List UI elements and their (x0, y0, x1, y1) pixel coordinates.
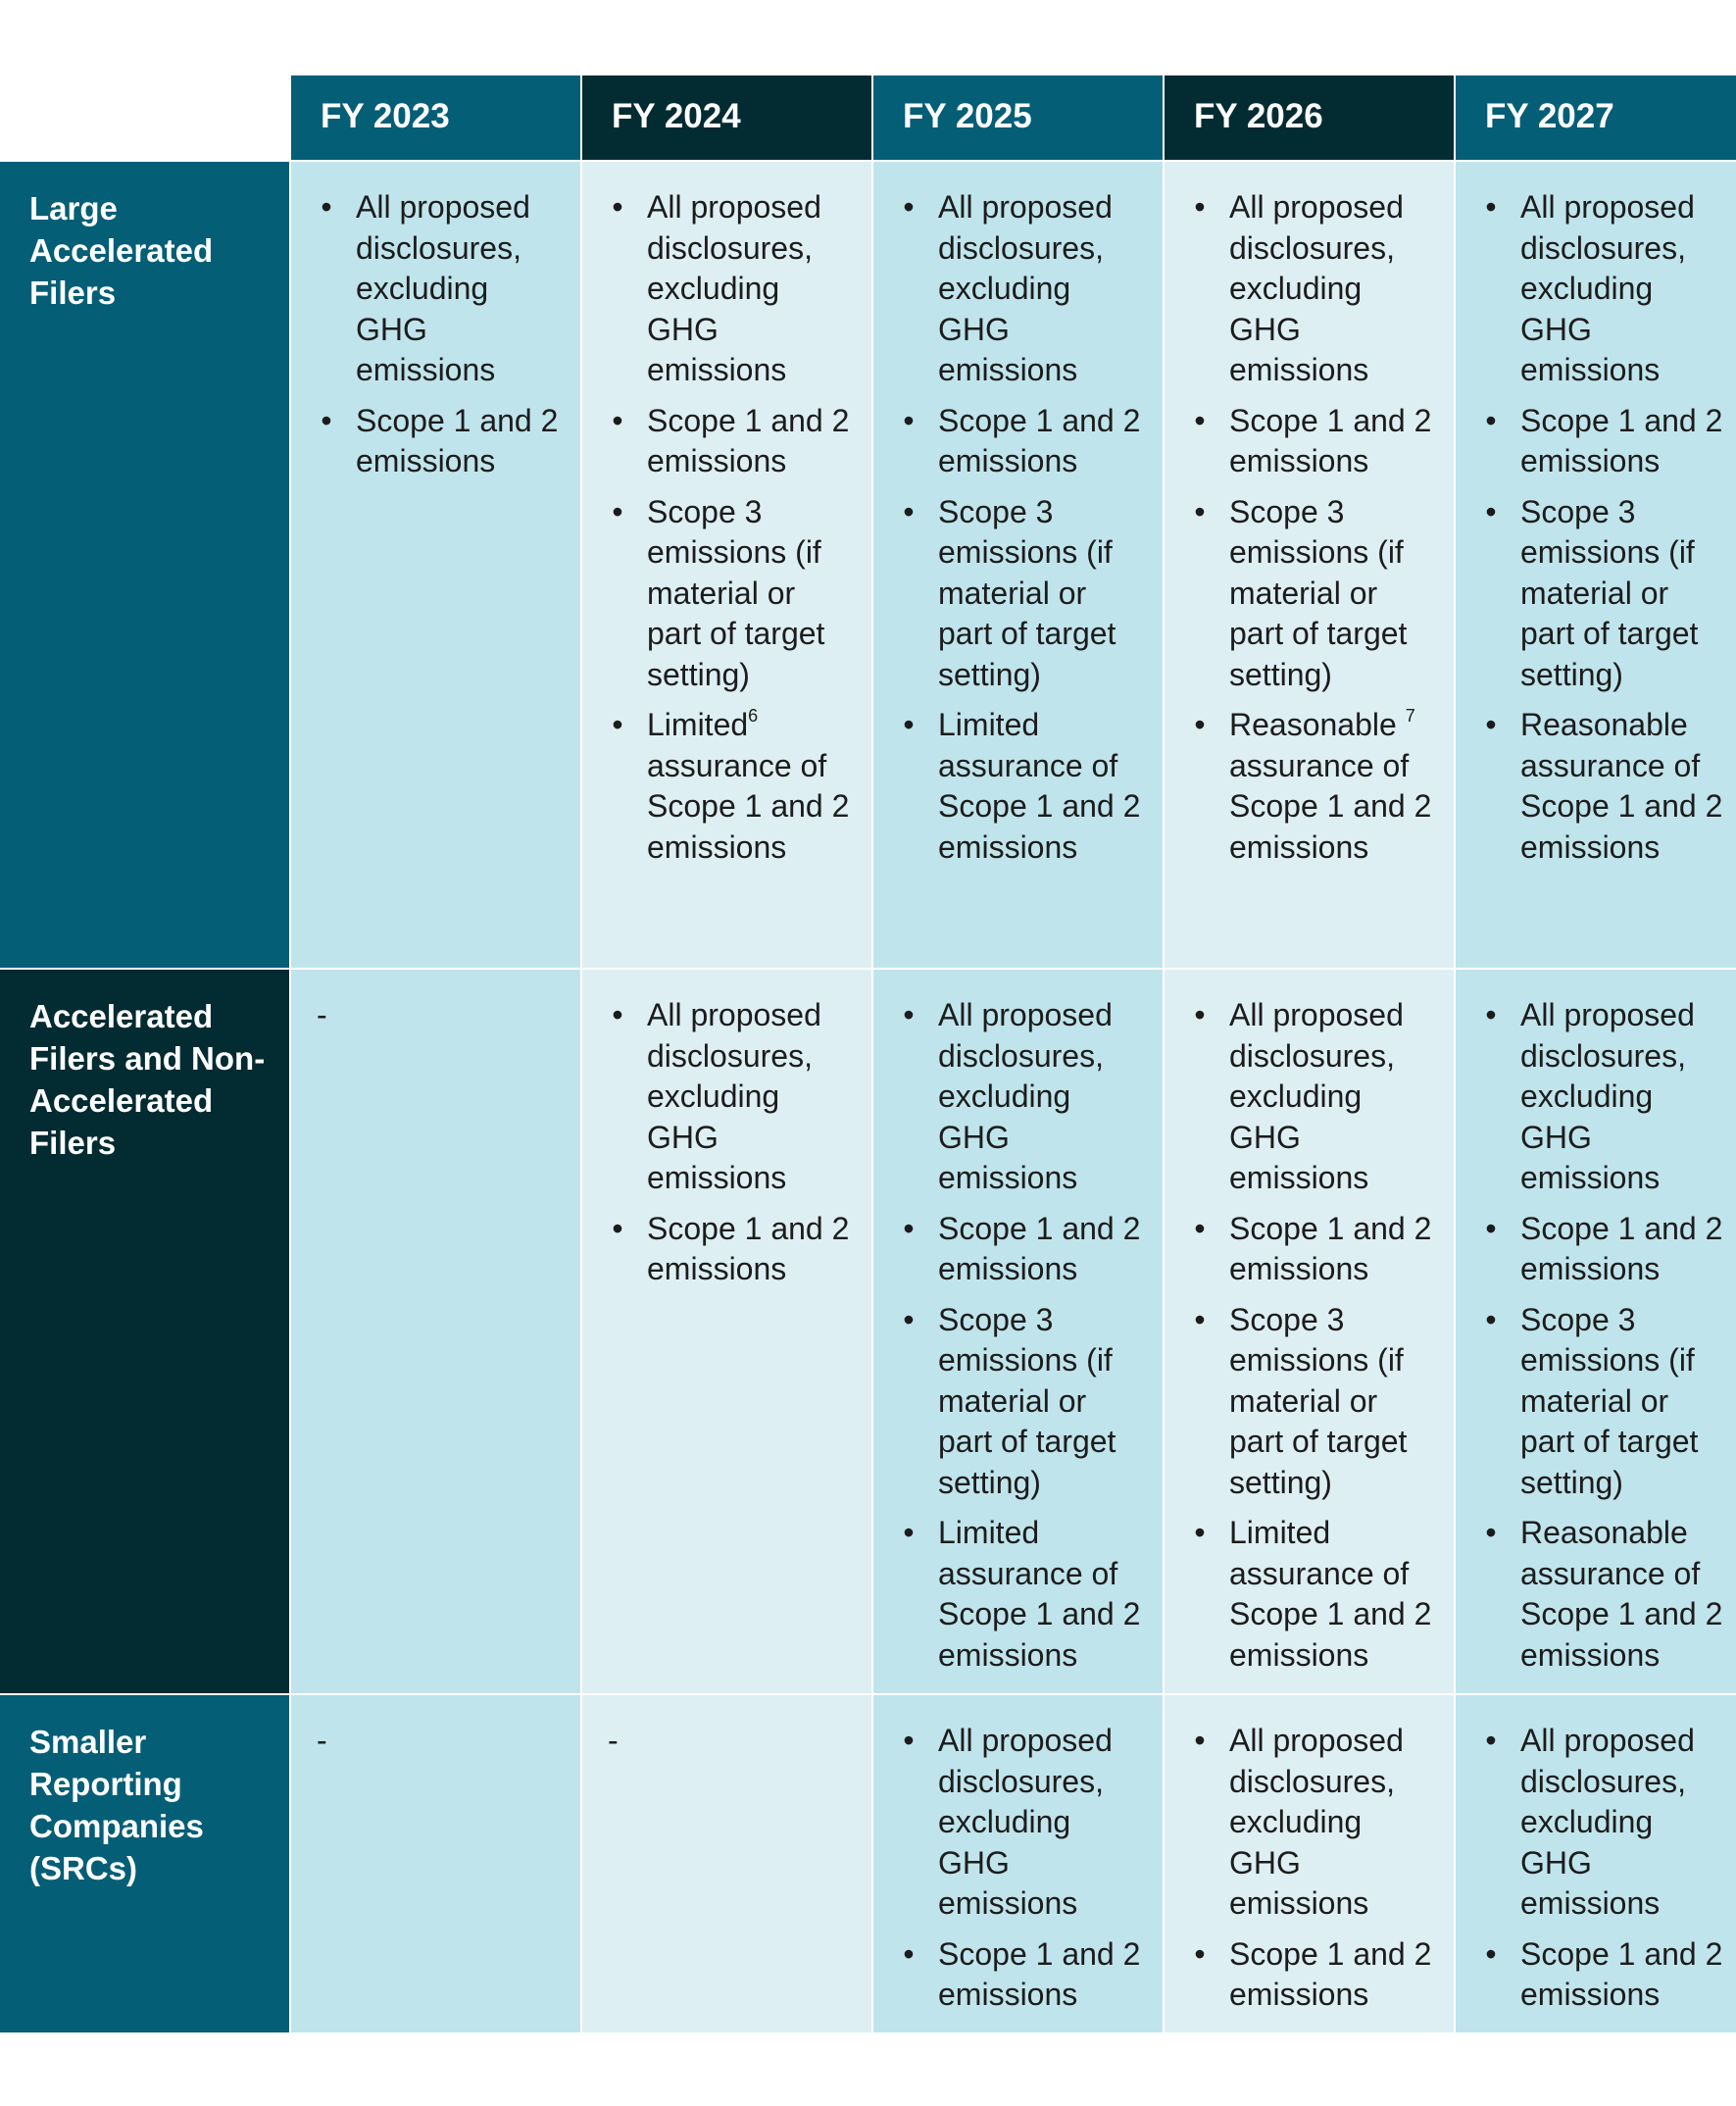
bullet-icon: • (612, 493, 623, 529)
cell-large-fy2027 (1456, 162, 1736, 968)
requirement-text: Scope 3 emissions (if material or part of target setting) (647, 493, 825, 692)
requirement-text: Scope 1 and 2 emissions (1520, 1935, 1723, 2012)
bullet-icon: • (612, 997, 623, 1032)
requirement-list (608, 187, 856, 868)
requirement-item (899, 705, 1147, 868)
requirement-text: Scope 3 emissions (if material or part of target setting) (938, 493, 1116, 692)
requirement-list (1190, 187, 1438, 868)
footnote-marker: 6 (748, 706, 759, 726)
bullet-icon: • (1194, 1935, 1206, 1972)
requirement-text: Limited (647, 707, 749, 742)
requirement-item (608, 187, 856, 391)
requirement-item (899, 1513, 1147, 1676)
requirement-text: Scope 1 and 2 emissions (938, 1935, 1141, 2012)
requirement-item (1190, 705, 1438, 868)
bullet-icon: • (321, 189, 332, 225)
bullet-icon: • (1485, 1301, 1497, 1337)
row-header-accelerated-filers: Accelerated Filers and Non-Accelerated Filers (0, 970, 289, 1693)
cell-large-fy2023 (291, 162, 580, 968)
requirement-item (1190, 1721, 1438, 1925)
requirement-text: Scope 1 and 2 emissions (356, 402, 559, 478)
requirement-item (1481, 1513, 1730, 1676)
requirement-text: Limited assurance of Scope 1 and 2 emissions (938, 707, 1141, 865)
bullet-icon: • (1194, 402, 1206, 438)
bullet-icon: • (1194, 1723, 1206, 1758)
bullet-icon: • (1485, 1935, 1497, 1972)
bullet-icon: • (903, 1515, 915, 1550)
requirement-text: Reasonable (1229, 707, 1406, 742)
requirement-text: Scope 1 and 2 emissions (1520, 1210, 1723, 1286)
bullet-icon: • (903, 189, 915, 225)
column-header-fy2023: FY 2023 (291, 75, 580, 160)
requirement-item (1481, 1721, 1730, 1925)
requirement-item (1481, 705, 1730, 868)
requirement-item (1481, 492, 1730, 696)
requirement-text: Scope 3 emissions (if material or part of target setting) (1520, 493, 1699, 692)
requirement-text: Scope 1 and 2 emissions (1229, 1210, 1432, 1286)
requirement-item (899, 1209, 1147, 1290)
requirement-text: All proposed disclosures, excluding GHG emissions (1229, 997, 1404, 1195)
bullet-icon: • (1485, 493, 1497, 529)
bullet-icon: • (612, 1210, 623, 1246)
requirement-text: All proposed disclosures, excluding GHG emissions (647, 997, 821, 1195)
requirement-text: Scope 1 and 2 emissions (938, 1210, 1141, 1286)
requirement-item (1190, 1300, 1438, 1504)
requirement-text-rest: assurance of Scope 1 and 2 emissions (1229, 747, 1432, 865)
bullet-icon: • (903, 1210, 915, 1246)
requirement-item (1481, 187, 1730, 391)
requirement-text-rest: assurance of Scope 1 and 2 emissions (647, 747, 850, 865)
requirement-text: Reasonable assurance of Scope 1 and 2 emissions (1520, 1515, 1723, 1673)
cell-src-fy2025 (873, 1695, 1163, 2032)
empty-dash: - (317, 997, 327, 1032)
row-header-smaller-reporting-companies: Smaller Reporting Companies (SRCs) (0, 1695, 289, 2032)
column-header-fy2025: FY 2025 (873, 75, 1163, 160)
requirement-text: All proposed disclosures, excluding GHG emissions (1229, 189, 1404, 387)
requirement-item (1190, 401, 1438, 482)
cell-src-fy2023 (291, 1695, 580, 2032)
requirement-item (1481, 1209, 1730, 1290)
requirement-item (1190, 1934, 1438, 2016)
bullet-icon: • (903, 997, 915, 1032)
requirement-text: Limited assurance of Scope 1 and 2 emissions (1229, 1515, 1432, 1673)
bullet-icon: • (612, 707, 623, 742)
requirement-text: All proposed disclosures, excluding GHG emissions (1520, 189, 1695, 387)
bullet-icon: • (1485, 997, 1497, 1032)
bullet-icon: • (612, 189, 623, 225)
column-header-fy2027: FY 2027 (1456, 75, 1736, 160)
bullet-icon: • (1194, 1515, 1206, 1550)
cell-accelerated-fy2026 (1165, 970, 1454, 1693)
requirement-list (317, 187, 565, 482)
bullet-icon: • (903, 493, 915, 529)
requirement-item (608, 492, 856, 696)
requirement-text: Scope 3 emissions (if material or part of target setting) (938, 1301, 1116, 1500)
requirement-item (899, 401, 1147, 482)
bullet-icon: • (1485, 1723, 1497, 1758)
requirement-item (317, 187, 565, 391)
phase-in-table (0, 75, 1736, 2032)
requirement-text: All proposed disclosures, excluding GHG emissions (356, 189, 530, 387)
bullet-icon: • (903, 1723, 915, 1758)
bullet-icon: • (1485, 707, 1497, 742)
requirement-list (1481, 995, 1730, 1676)
requirement-list (1481, 1721, 1730, 2016)
requirement-text: Reasonable assurance of Scope 1 and 2 emissions (1520, 707, 1723, 865)
cell-large-fy2024 (582, 162, 871, 968)
bullet-icon: • (1194, 1301, 1206, 1337)
requirement-list (608, 995, 856, 1290)
requirement-item (1190, 1513, 1438, 1676)
requirement-item (1481, 1300, 1730, 1504)
bullet-icon: • (1485, 402, 1497, 438)
bullet-icon: • (1194, 189, 1206, 225)
requirement-text: Scope 1 and 2 emissions (1229, 1935, 1432, 2012)
cell-accelerated-fy2023 (291, 970, 580, 1693)
requirement-item (608, 995, 856, 1199)
requirement-list (899, 1721, 1147, 2016)
requirement-item (899, 1300, 1147, 1504)
requirement-text: Scope 1 and 2 emissions (647, 1210, 850, 1286)
requirement-item (608, 705, 856, 868)
corner-cell (0, 75, 289, 160)
requirement-list (899, 187, 1147, 868)
requirement-text: Scope 1 and 2 emissions (938, 402, 1141, 478)
requirement-item (899, 1721, 1147, 1925)
requirement-text: Scope 1 and 2 emissions (647, 402, 850, 478)
requirement-item (1481, 401, 1730, 482)
requirement-text: Scope 3 emissions (if material or part of target setting) (1229, 493, 1408, 692)
bullet-icon: • (903, 707, 915, 742)
requirement-text: Scope 1 and 2 emissions (1229, 402, 1432, 478)
requirement-item (1481, 1934, 1730, 2016)
requirement-text: All proposed disclosures, excluding GHG emissions (647, 189, 821, 387)
requirement-item (899, 492, 1147, 696)
requirement-item (899, 1934, 1147, 2016)
requirement-text: All proposed disclosures, excluding GHG emissions (938, 189, 1113, 387)
requirement-list (1190, 1721, 1438, 2016)
requirement-text: All proposed disclosures, excluding GHG emissions (938, 997, 1113, 1195)
requirement-text: All proposed disclosures, excluding GHG emissions (1520, 1723, 1695, 1921)
requirement-item (1190, 995, 1438, 1199)
cell-src-fy2024 (582, 1695, 871, 2032)
bullet-icon: • (321, 402, 332, 438)
cell-accelerated-fy2025 (873, 970, 1163, 1693)
empty-dash: - (608, 1723, 619, 1758)
bullet-icon: • (1194, 1210, 1206, 1246)
requirement-text: All proposed disclosures, excluding GHG emissions (1229, 1723, 1404, 1921)
cell-large-fy2026 (1165, 162, 1454, 968)
requirement-item (608, 1209, 856, 1290)
cell-src-fy2026 (1165, 1695, 1454, 2032)
bullet-icon: • (1485, 1515, 1497, 1550)
requirement-item (608, 401, 856, 482)
column-header-fy2024: FY 2024 (582, 75, 871, 160)
row-header-large-accelerated-filers: Large Accelerated Filers (0, 162, 289, 968)
requirement-item (317, 401, 565, 482)
column-header-fy2026: FY 2026 (1165, 75, 1454, 160)
empty-dash: - (317, 1723, 327, 1758)
requirement-item (899, 187, 1147, 391)
cell-accelerated-fy2024 (582, 970, 871, 1693)
requirement-item (1481, 995, 1730, 1199)
requirement-list (1481, 187, 1730, 868)
requirement-text: Scope 3 emissions (if material or part of target setting) (1520, 1301, 1699, 1500)
bullet-icon: • (612, 402, 623, 438)
bullet-icon: • (903, 402, 915, 438)
requirement-item (1190, 187, 1438, 391)
bullet-icon: • (1194, 707, 1206, 742)
bullet-icon: • (1485, 1210, 1497, 1246)
cell-large-fy2025 (873, 162, 1163, 968)
bullet-icon: • (1194, 493, 1206, 529)
requirement-item (1190, 1209, 1438, 1290)
requirement-list (899, 995, 1147, 1676)
cell-accelerated-fy2027 (1456, 970, 1736, 1693)
bullet-icon: • (1485, 189, 1497, 225)
cell-src-fy2027 (1456, 1695, 1736, 2032)
footnote-marker: 7 (1405, 706, 1415, 726)
bullet-icon: • (903, 1301, 915, 1337)
requirement-text: Scope 1 and 2 emissions (1520, 402, 1723, 478)
bullet-icon: • (903, 1935, 915, 1972)
requirement-text: Scope 3 emissions (if material or part of target setting) (1229, 1301, 1408, 1500)
requirement-text: All proposed disclosures, excluding GHG emissions (938, 1723, 1113, 1921)
bullet-icon: • (1194, 997, 1206, 1032)
requirement-item (899, 995, 1147, 1199)
requirement-text: All proposed disclosures, excluding GHG emissions (1520, 997, 1695, 1195)
requirement-item (1190, 492, 1438, 696)
requirement-list (1190, 995, 1438, 1676)
requirement-text: Limited assurance of Scope 1 and 2 emissions (938, 1515, 1141, 1673)
